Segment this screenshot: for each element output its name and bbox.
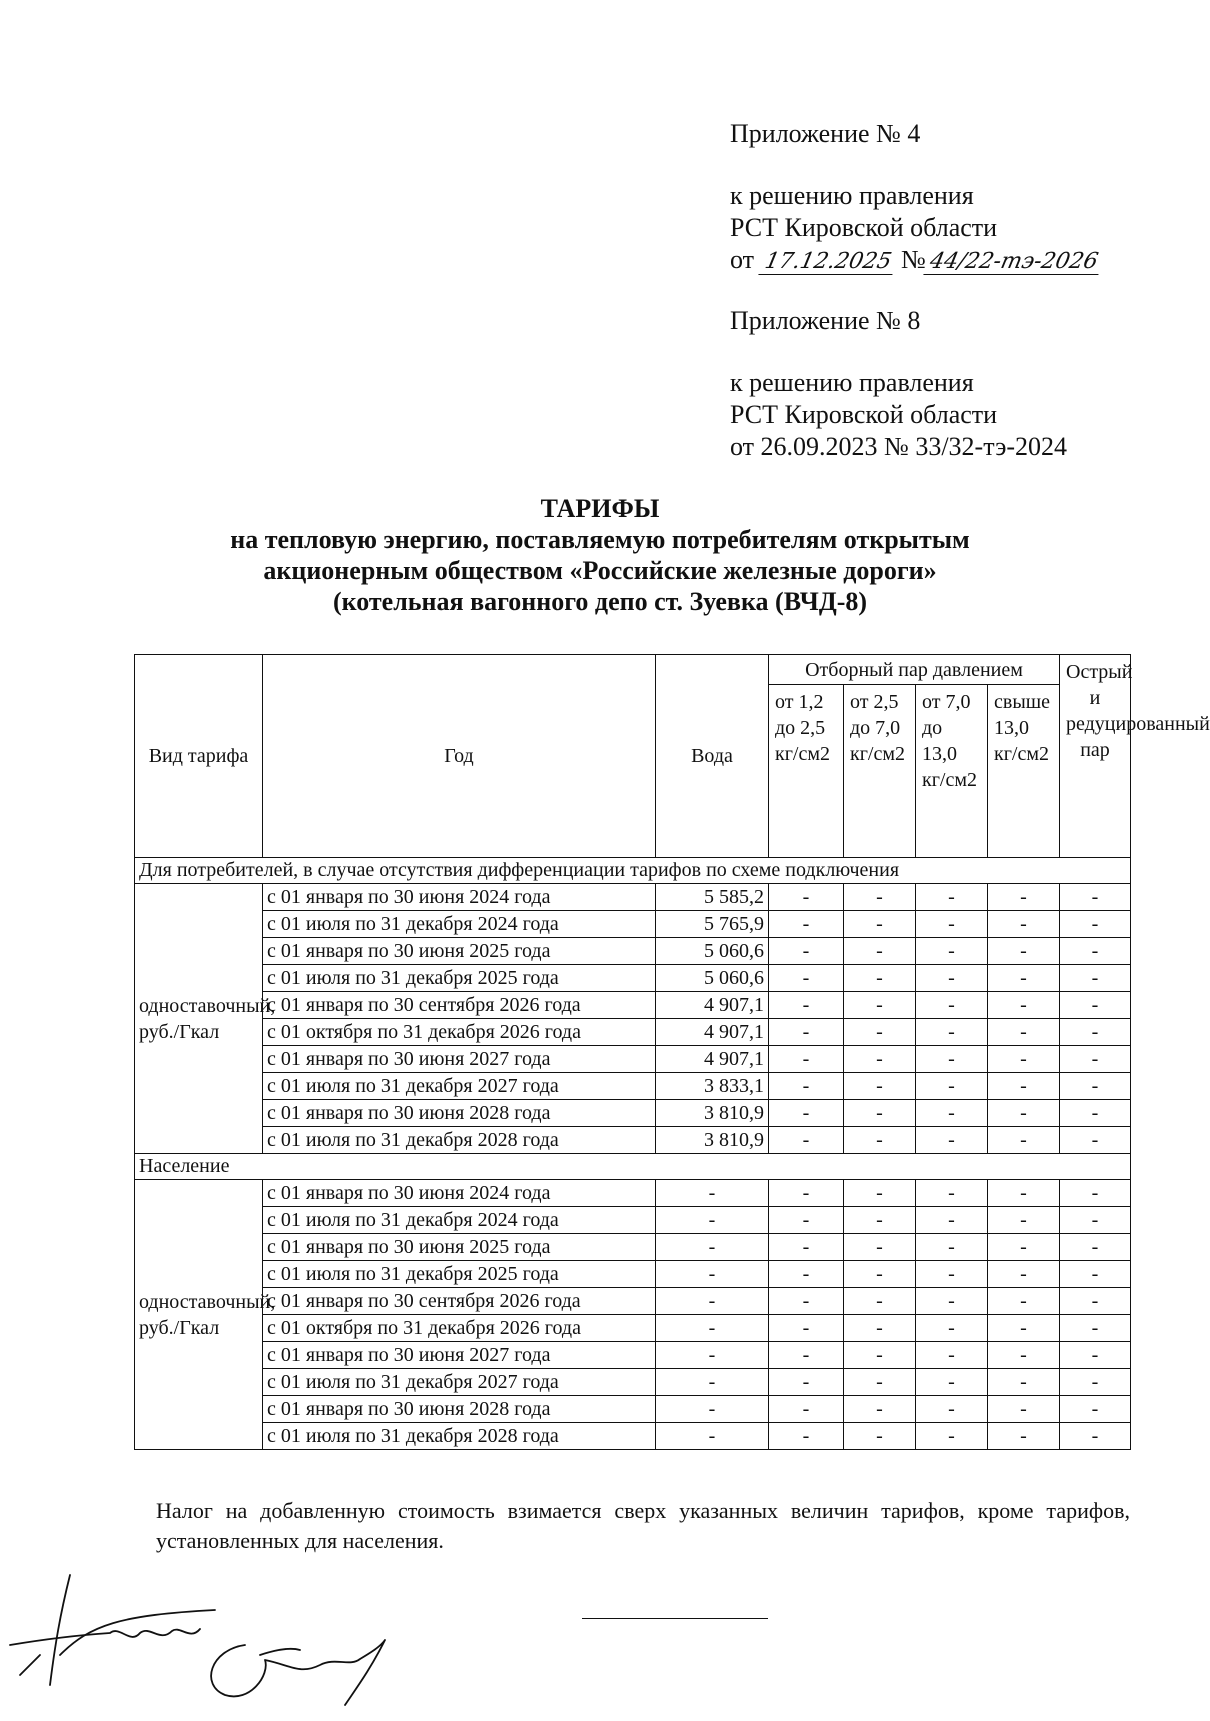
col-steam-3-header: от 7,0 до 13,0 кг/см2 <box>916 685 988 858</box>
water-tariff-cell: 3 833,1 <box>656 1073 769 1100</box>
document-heading <box>0 493 1200 617</box>
steam-tariff-cell: - <box>769 1288 844 1315</box>
tariff-kind-cell: одноставочный, руб./Гкал <box>135 1180 263 1450</box>
steam-tariff-cell: - <box>1060 1207 1131 1234</box>
appendix-8-line-3: от 26.09.2023 № 33/32-тэ-2024 <box>730 432 1068 461</box>
steam-tariff-cell: - <box>1060 1100 1131 1127</box>
steam-tariff-cell: - <box>988 1100 1060 1127</box>
period-cell: с 01 января по 30 июня 2027 года <box>263 1046 656 1073</box>
period-cell: с 01 июля по 31 декабря 2024 года <box>263 1207 656 1234</box>
period-cell: с 01 июля по 31 декабря 2027 года <box>263 1369 656 1396</box>
signature-stroke <box>60 1610 215 1655</box>
steam-tariff-cell: - <box>1060 1396 1131 1423</box>
steam-tariff-cell: - <box>988 911 1060 938</box>
steam-tariff-cell: - <box>769 1207 844 1234</box>
vat-note: Налог на добавленную стоимость взимается сверх указанных величин тарифов, кроме тарифов, установленных для населения. <box>156 1498 1130 1553</box>
steam-tariff-cell: - <box>844 938 916 965</box>
water-tariff-cell: - <box>656 1207 769 1234</box>
steam-tariff-cell: - <box>1060 911 1131 938</box>
steam-tariff-cell: - <box>916 1019 988 1046</box>
table-row <box>135 1342 1131 1369</box>
appendix-8-line-2: РСТ Кировской области <box>730 400 998 429</box>
table-row <box>135 1180 1131 1207</box>
water-tariff-cell: - <box>656 1342 769 1369</box>
signature-stroke <box>260 1649 300 1655</box>
col-steam-1-header: от 1,2 до 2,5 кг/см2 <box>769 685 844 858</box>
period-cell: с 01 января по 30 сентября 2026 года <box>263 1288 656 1315</box>
water-tariff-cell: - <box>656 1369 769 1396</box>
steam-tariff-cell: - <box>769 1234 844 1261</box>
steam-tariff-cell: - <box>916 1207 988 1234</box>
steam-tariff-cell: - <box>988 1234 1060 1261</box>
from-prefix: от <box>730 245 755 274</box>
steam-tariff-cell: - <box>1060 1342 1131 1369</box>
handwritten-date: 17.12.2025 <box>758 250 897 275</box>
steam-tariff-cell: - <box>769 965 844 992</box>
steam-tariff-cell: - <box>1060 992 1131 1019</box>
steam-tariff-cell: - <box>988 1423 1060 1450</box>
steam-tariff-cell: - <box>916 1369 988 1396</box>
steam-tariff-cell: - <box>1060 1234 1131 1261</box>
appendix-4-line-2: РСТ Кировской области <box>730 213 998 242</box>
steam-tariff-cell: - <box>988 1073 1060 1100</box>
water-tariff-cell: 4 907,1 <box>656 1019 769 1046</box>
appendix-4-line-1: к решению правления <box>730 181 974 210</box>
water-tariff-cell: 3 810,9 <box>656 1127 769 1154</box>
steam-tariff-cell: - <box>916 965 988 992</box>
water-tariff-cell: - <box>656 1315 769 1342</box>
heading-line-1: на тепловую энергию, поставляемую потребителям открытым <box>230 525 970 554</box>
heading-title: ТАРИФЫ <box>540 494 660 523</box>
steam-tariff-cell: - <box>1060 1423 1131 1450</box>
steam-tariff-cell: - <box>844 1342 916 1369</box>
steam-tariff-cell: - <box>769 992 844 1019</box>
col-steam-group-header: Отборный пар давлением <box>769 655 1060 685</box>
steam-tariff-cell: - <box>1060 938 1131 965</box>
heading-line-3: (котельная вагонного депо ст. Зуевка (ВЧД-8) <box>332 587 868 616</box>
water-tariff-cell: 5 765,9 <box>656 911 769 938</box>
appendix-8-title: Приложение № 8 <box>730 306 921 335</box>
number-prefix: № <box>901 245 926 274</box>
col-year-header: Год <box>263 655 656 858</box>
section-population-label: Население <box>135 1154 1131 1180</box>
steam-tariff-cell: - <box>769 938 844 965</box>
table-row <box>135 1207 1131 1234</box>
table-row <box>135 1019 1131 1046</box>
steam-tariff-cell: - <box>916 938 988 965</box>
steam-tariff-cell: - <box>916 911 988 938</box>
handwritten-number: 44/22-тэ-2026 <box>923 250 1104 275</box>
water-tariff-cell: 4 907,1 <box>656 992 769 1019</box>
table-row <box>135 1073 1131 1100</box>
steam-tariff-cell: - <box>988 1396 1060 1423</box>
table-row <box>135 1046 1131 1073</box>
table-row <box>135 938 1131 965</box>
steam-tariff-cell: - <box>916 1127 988 1154</box>
steam-tariff-cell: - <box>1060 1261 1131 1288</box>
steam-tariff-cell: - <box>988 1180 1060 1207</box>
period-cell: с 01 января по 30 июня 2028 года <box>263 1396 656 1423</box>
table-row <box>135 1315 1131 1342</box>
appendix-8-line-1: к решению правления <box>730 368 974 397</box>
steam-tariff-cell: - <box>916 1046 988 1073</box>
period-cell: с 01 июля по 31 декабря 2027 года <box>263 1073 656 1100</box>
water-tariff-cell: - <box>656 1261 769 1288</box>
steam-tariff-cell: - <box>844 1261 916 1288</box>
steam-tariff-cell: - <box>916 1073 988 1100</box>
period-cell: с 01 июля по 31 декабря 2025 года <box>263 1261 656 1288</box>
steam-tariff-cell: - <box>1060 1127 1131 1154</box>
col-sharp-header: Острый и редуцированный пар <box>1060 655 1131 858</box>
period-cell: с 01 июля по 31 декабря 2025 года <box>263 965 656 992</box>
tariff-kind-cell: одноставочный, руб./Гкал <box>135 884 263 1154</box>
steam-tariff-cell: - <box>916 1180 988 1207</box>
water-tariff-cell: 5 060,6 <box>656 938 769 965</box>
steam-tariff-cell: - <box>844 911 916 938</box>
steam-tariff-cell: - <box>769 1369 844 1396</box>
period-cell: с 01 января по 30 июня 2025 года <box>263 1234 656 1261</box>
steam-tariff-cell: - <box>769 1073 844 1100</box>
table-row <box>135 1369 1131 1396</box>
steam-tariff-cell: - <box>988 992 1060 1019</box>
steam-tariff-cell: - <box>769 1127 844 1154</box>
appendix-4-title: Приложение № 4 <box>730 119 921 148</box>
steam-tariff-cell: - <box>769 1423 844 1450</box>
period-cell: с 01 января по 30 июня 2024 года <box>263 1180 656 1207</box>
steam-tariff-cell: - <box>769 911 844 938</box>
steam-tariff-cell: - <box>988 965 1060 992</box>
steam-tariff-cell: - <box>988 1046 1060 1073</box>
water-tariff-cell: 4 907,1 <box>656 1046 769 1073</box>
period-cell: с 01 января по 30 сентября 2026 года <box>263 992 656 1019</box>
steam-tariff-cell: - <box>988 884 1060 911</box>
steam-tariff-cell: - <box>1060 884 1131 911</box>
water-tariff-cell: 5 585,2 <box>656 884 769 911</box>
water-tariff-cell: - <box>656 1234 769 1261</box>
water-tariff-cell: - <box>656 1180 769 1207</box>
steam-tariff-cell: - <box>988 1369 1060 1396</box>
steam-tariff-cell: - <box>769 1180 844 1207</box>
steam-tariff-cell: - <box>844 1315 916 1342</box>
period-cell: с 01 июля по 31 декабря 2024 года <box>263 911 656 938</box>
steam-tariff-cell: - <box>844 1234 916 1261</box>
table-row <box>135 1100 1131 1127</box>
steam-tariff-cell: - <box>844 1288 916 1315</box>
steam-tariff-cell: - <box>844 1207 916 1234</box>
steam-tariff-cell: - <box>844 1127 916 1154</box>
table-row <box>135 1396 1131 1423</box>
steam-tariff-cell: - <box>1060 1315 1131 1342</box>
col-steam-2-header: от 2,5 до 7,0 кг/см2 <box>844 685 916 858</box>
steam-tariff-cell: - <box>916 1396 988 1423</box>
period-cell: с 01 октября по 31 декабря 2026 года <box>263 1315 656 1342</box>
water-tariff-cell: 3 810,9 <box>656 1100 769 1127</box>
signature-stroke <box>10 1629 200 1645</box>
steam-tariff-cell: - <box>844 1019 916 1046</box>
steam-tariff-cell: - <box>844 1180 916 1207</box>
period-cell: с 01 июля по 31 декабря 2028 года <box>263 1423 656 1450</box>
appendix-8-block <box>730 305 1067 463</box>
period-cell: с 01 января по 30 июня 2028 года <box>263 1100 656 1127</box>
section-population <box>135 1154 1131 1450</box>
table-row <box>135 1288 1131 1315</box>
table-row <box>135 965 1131 992</box>
steam-tariff-cell: - <box>769 1396 844 1423</box>
steam-tariff-cell: - <box>844 884 916 911</box>
period-cell: с 01 июля по 31 декабря 2028 года <box>263 1127 656 1154</box>
handwritten-signatures <box>0 1555 600 1715</box>
steam-tariff-cell: - <box>844 1396 916 1423</box>
steam-tariff-cell: - <box>1060 1288 1131 1315</box>
tariff-table <box>134 654 1210 1450</box>
signature-line <box>582 1618 768 1619</box>
steam-tariff-cell: - <box>844 1100 916 1127</box>
steam-tariff-cell: - <box>844 1423 916 1450</box>
steam-tariff-cell: - <box>844 965 916 992</box>
steam-tariff-cell: - <box>1060 1180 1131 1207</box>
section-consumers-label: Для потребителей, в случае отсутствия дифференциации тарифов по схеме подключения <box>135 858 1131 884</box>
steam-tariff-cell: - <box>769 884 844 911</box>
signature-stroke <box>20 1655 40 1675</box>
period-cell: с 01 октября по 31 декабря 2026 года <box>263 1019 656 1046</box>
steam-tariff-cell: - <box>844 1369 916 1396</box>
steam-tariff-cell: - <box>988 1127 1060 1154</box>
steam-tariff-cell: - <box>844 1046 916 1073</box>
steam-tariff-cell: - <box>916 1234 988 1261</box>
steam-tariff-cell: - <box>844 992 916 1019</box>
water-tariff-cell: - <box>656 1288 769 1315</box>
steam-tariff-cell: - <box>988 1315 1060 1342</box>
table-row <box>135 911 1131 938</box>
steam-tariff-cell: - <box>988 1019 1060 1046</box>
steam-tariff-cell: - <box>916 1261 988 1288</box>
steam-tariff-cell: - <box>769 1342 844 1369</box>
table-row <box>135 1127 1131 1154</box>
steam-tariff-cell: - <box>988 938 1060 965</box>
steam-tariff-cell: - <box>769 1315 844 1342</box>
water-tariff-cell: - <box>656 1423 769 1450</box>
period-cell: с 01 января по 30 июня 2024 года <box>263 884 656 911</box>
steam-tariff-cell: - <box>916 884 988 911</box>
steam-tariff-cell: - <box>988 1207 1060 1234</box>
table-row <box>135 884 1131 911</box>
steam-tariff-cell: - <box>988 1288 1060 1315</box>
col-water-header: Вода <box>656 655 769 858</box>
steam-tariff-cell: - <box>1060 965 1131 992</box>
steam-tariff-cell: - <box>916 1100 988 1127</box>
period-cell: с 01 января по 30 июня 2027 года <box>263 1342 656 1369</box>
steam-tariff-cell: - <box>769 1046 844 1073</box>
table-row <box>135 1261 1131 1288</box>
section-consumers <box>135 858 1131 1154</box>
steam-tariff-cell: - <box>844 1073 916 1100</box>
col-kind-header: Вид тарифа <box>135 655 263 858</box>
period-cell: с 01 января по 30 июня 2025 года <box>263 938 656 965</box>
steam-tariff-cell: - <box>1060 1073 1131 1100</box>
steam-tariff-cell: - <box>769 1019 844 1046</box>
steam-tariff-cell: - <box>769 1100 844 1127</box>
appendix-4-block <box>730 118 1101 276</box>
steam-tariff-cell: - <box>988 1261 1060 1288</box>
water-tariff-cell: 5 060,6 <box>656 965 769 992</box>
steam-tariff-cell: - <box>916 1315 988 1342</box>
steam-tariff-cell: - <box>916 1423 988 1450</box>
table-row <box>135 1423 1131 1450</box>
steam-tariff-cell: - <box>916 1288 988 1315</box>
steam-tariff-cell: - <box>769 1261 844 1288</box>
table-row <box>135 1234 1131 1261</box>
table-row <box>135 992 1131 1019</box>
col-steam-4-header: свыше 13,0 кг/см2 <box>988 685 1060 858</box>
steam-tariff-cell: - <box>916 992 988 1019</box>
heading-line-2: акционерным обществом «Российские железные дороги» <box>263 556 937 585</box>
steam-tariff-cell: - <box>1060 1369 1131 1396</box>
water-tariff-cell: - <box>656 1396 769 1423</box>
signature-stroke <box>50 1575 70 1685</box>
appendix-4-line-3 <box>730 244 1101 276</box>
steam-tariff-cell: - <box>1060 1019 1131 1046</box>
steam-tariff-cell: - <box>988 1342 1060 1369</box>
steam-tariff-cell: - <box>916 1342 988 1369</box>
steam-tariff-cell: - <box>1060 1046 1131 1073</box>
